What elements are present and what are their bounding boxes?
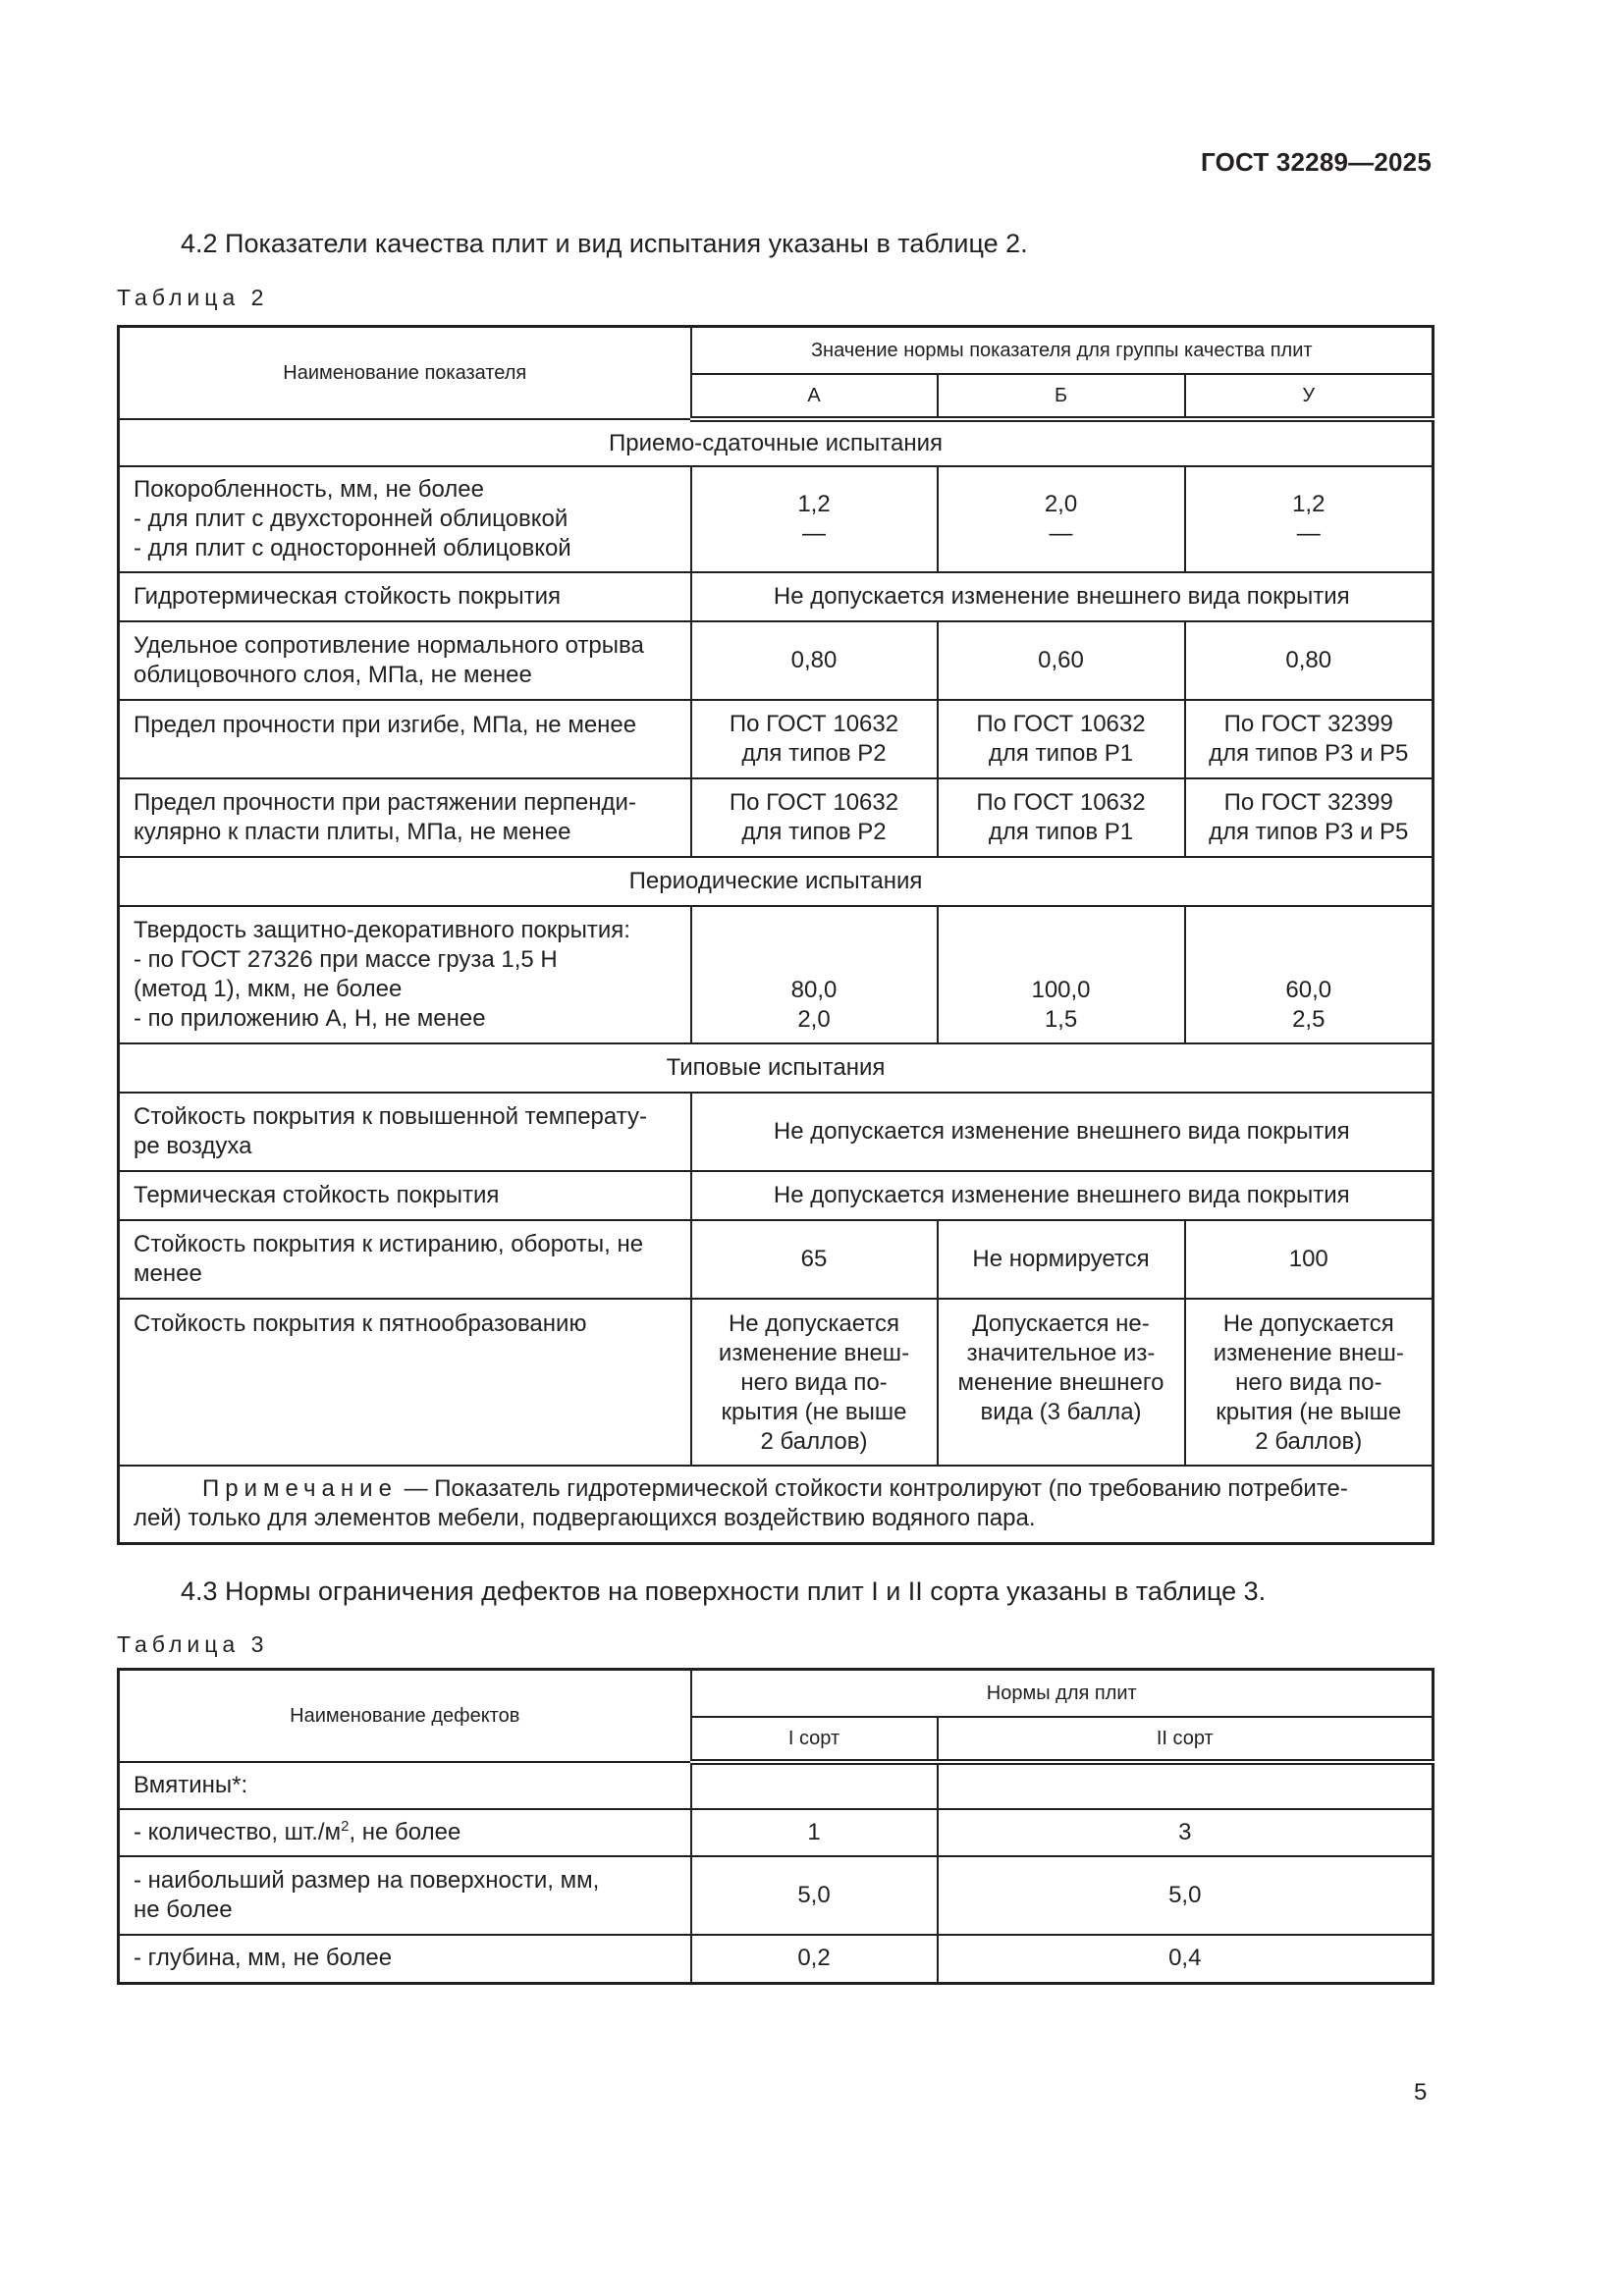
table-row-abrasion: [119, 1220, 1434, 1299]
cell-u: 0,80: [1185, 621, 1434, 700]
row-label: Гидротермическая стойкость покрытия: [119, 572, 691, 621]
cell-a: 80,0 2,0: [691, 906, 938, 1043]
cell-a: 1,2 —: [691, 466, 938, 572]
table-2: [117, 325, 1435, 1545]
document-code-header: ГОСТ 32289—2025: [1201, 147, 1432, 177]
row-label: - количество, $шт./м^2$, не более: [119, 1809, 691, 1856]
row-label: Покоробленность, мм, не более - для плит с двухсторонней облицовкой - для плит с односторонней облицовкой: [119, 466, 691, 572]
table-row-dent-count: [119, 1809, 1434, 1856]
section-periodic-tests: Периодические испытания: [119, 857, 1434, 906]
cell-b: 2,0 —: [938, 466, 1185, 572]
table-3-caption: Таблица 3: [117, 1631, 269, 1657]
cell-merged: Не допускается изменение внешнего вида покрытия: [691, 1093, 1434, 1171]
row-label: Стойкость покрытия к повышенной температу- ре воздуха: [119, 1093, 691, 1171]
table-row-tensile: [119, 778, 1434, 857]
table-2-header-group-b: Б: [938, 374, 1185, 419]
paragraph-4-3: 4.3 Нормы ограничения дефектов на поверхности плит I и II сорта указаны в таблице 3.: [181, 1576, 1267, 1606]
row-label: - глубина, мм, не более: [119, 1935, 691, 1984]
row-label: - наибольший размер на поверхности, мм, не более: [119, 1856, 691, 1935]
table-row-heat: [119, 1093, 1434, 1171]
table-row-warp: [119, 466, 1434, 572]
table-row-peel: [119, 621, 1434, 700]
table-3-header-group: Нормы для плит: [691, 1670, 1434, 1717]
cell-u: Не допускается изменение внеш- него вида по- крытия (не выше 2 баллов): [1185, 1299, 1434, 1466]
table-row-dents-group: [119, 1762, 1434, 1809]
section-type-tests: Типовые испытания: [119, 1043, 1434, 1093]
cell-a: По ГОСТ 10632 для типов Р2: [691, 700, 938, 778]
table-row-stain: [119, 1299, 1434, 1466]
cell-a: Не допускается изменение внеш- него вида по- крытия (не выше 2 баллов): [691, 1299, 938, 1466]
row-label: Стойкость покрытия к истиранию, обороты, не менее: [119, 1220, 691, 1299]
cell-grade-2: 5,0: [938, 1856, 1434, 1935]
row-label: Термическая стойкость покрытия: [119, 1171, 691, 1220]
table-row-hardness: [119, 906, 1434, 1043]
cell-b: По ГОСТ 10632 для типов Р1: [938, 778, 1185, 857]
table-row-thermal: [119, 1171, 1434, 1220]
cell-u: По ГОСТ 32399 для типов Р3 и Р5: [1185, 778, 1434, 857]
table-3-header-grade-2: II сорт: [938, 1717, 1434, 1762]
table-3-header-grade-1: I сорт: [691, 1717, 938, 1762]
cell-a: 65: [691, 1220, 938, 1299]
cell-a: 0,80: [691, 621, 938, 700]
table-row-dent-depth: [119, 1935, 1434, 1984]
row-label: Твердость защитно-декоративного покрытия: - по ГОСТ 27326 при массе груза 1,5 Н (метод 1), мкм, не более - по приложению А, Н, не менее: [119, 906, 691, 1043]
cell-u: 60,0 2,5: [1185, 906, 1434, 1043]
row-label: Стойкость покрытия к пятнообразованию: [119, 1299, 691, 1466]
page-number: 5: [1414, 2079, 1428, 2106]
cell-b: 0,60: [938, 621, 1185, 700]
table-2-header-group-a: А: [691, 374, 938, 419]
table-row-dent-size: [119, 1856, 1434, 1935]
table-2-header-group-u: У: [1185, 374, 1434, 419]
cell-b: 100,0 1,5: [938, 906, 1185, 1043]
section-acceptance-tests: Приемо-сдаточные испытания: [119, 419, 1434, 466]
cell-grade-1: 1: [691, 1809, 938, 1856]
table-2-caption: Таблица 2: [117, 285, 269, 310]
row-label: Удельное сопротивление нормального отрыва облицовочного слоя, МПа, не менее: [119, 621, 691, 700]
cell-merged: Не допускается изменение внешнего вида покрытия: [691, 1171, 1434, 1220]
cell-a: По ГОСТ 10632 для типов Р2: [691, 778, 938, 857]
row-label: Предел прочности при изгибе, МПа, не менее: [119, 700, 691, 778]
table-2-note: Примечание — Показатель гидротермической стойкости контролируют (по требованию потребите- лей) только для элементов мебели, подвергающихся воздействию водяного пара.: [119, 1466, 1434, 1544]
note-label: Примечание: [202, 1475, 398, 1503]
table-2-header-group: Значение нормы показателя для группы качества плит: [691, 327, 1434, 374]
cell-b: Допускается не- значительное из- менение внешнего вида (3 балла): [938, 1299, 1185, 1466]
table-row-hydro: [119, 572, 1434, 621]
cell-b: Не нормируется: [938, 1220, 1185, 1299]
cell-grade-1: 5,0: [691, 1856, 938, 1935]
cell-grade-2: 0,4: [938, 1935, 1434, 1984]
cell-u: 100: [1185, 1220, 1434, 1299]
cell-u: По ГОСТ 32399 для типов Р3 и Р5: [1185, 700, 1434, 778]
cell-merged: Не допускается изменение внешнего вида покрытия: [691, 572, 1434, 621]
cell-grade-1: 0,2: [691, 1935, 938, 1984]
row-label: Вмятины*:: [119, 1762, 691, 1809]
cell-grade-2: 3: [938, 1809, 1434, 1856]
cell-u: 1,2 —: [1185, 466, 1434, 572]
table-3: [117, 1668, 1435, 1985]
row-label: Предел прочности при растяжении перпенди- кулярно к пласти плиты, МПа, не менее: [119, 778, 691, 857]
table-2-header-name: Наименование показателя: [119, 327, 691, 419]
cell-b: По ГОСТ 10632 для типов Р1: [938, 700, 1185, 778]
paragraph-4-2: 4.2 Показатели качества плит и вид испытания указаны в таблице 2.: [181, 229, 1028, 258]
table-row-bend: [119, 700, 1434, 778]
table-3-header-name: Наименование дефектов: [119, 1670, 691, 1762]
